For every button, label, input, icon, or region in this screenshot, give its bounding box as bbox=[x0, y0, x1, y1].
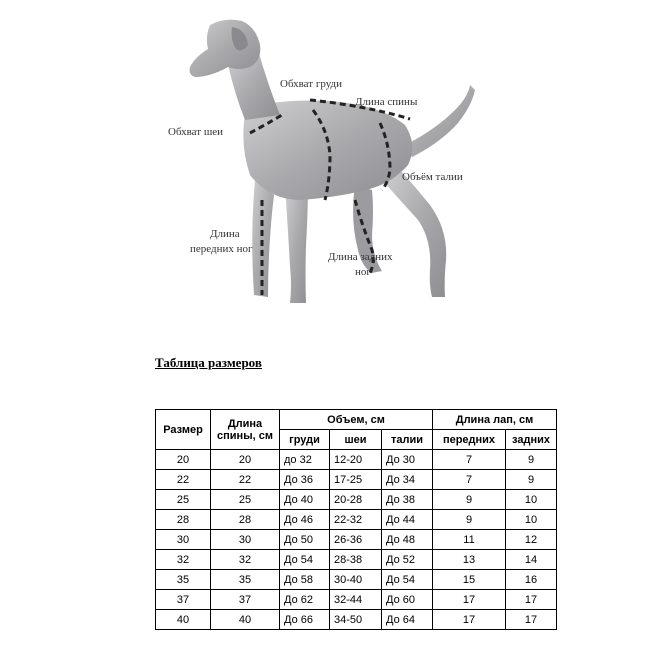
label-back: Длина спины bbox=[355, 96, 418, 108]
cell-size: 28 bbox=[156, 510, 211, 530]
cell-neck: 26-36 bbox=[330, 530, 382, 550]
cell-chest: До 62 bbox=[280, 590, 330, 610]
table-row bbox=[156, 490, 557, 510]
cell-chest: До 40 bbox=[280, 490, 330, 510]
cell-front-legs: 7 bbox=[433, 470, 506, 490]
cell-waist: До 38 bbox=[382, 490, 433, 510]
cell-chest: до 32 bbox=[280, 450, 330, 470]
cell-hind-legs: 10 bbox=[506, 510, 557, 530]
cell-size: 22 bbox=[156, 470, 211, 490]
label-hind-legs-2: ног bbox=[355, 266, 371, 278]
header-back-length bbox=[211, 410, 280, 450]
cell-front-legs: 11 bbox=[433, 530, 506, 550]
cell-neck: 28-38 bbox=[330, 550, 382, 570]
cell-waist: До 60 bbox=[382, 590, 433, 610]
cell-chest: До 36 bbox=[280, 470, 330, 490]
size-table bbox=[155, 409, 557, 630]
cell-chest: До 66 bbox=[280, 610, 330, 630]
cell-size: 25 bbox=[156, 490, 211, 510]
label-front-legs-2: передних ног bbox=[190, 243, 253, 255]
cell-size: 37 bbox=[156, 590, 211, 610]
table-row bbox=[156, 450, 557, 470]
table-row bbox=[156, 470, 557, 490]
cell-neck: 20-28 bbox=[330, 490, 382, 510]
cell-chest: До 58 bbox=[280, 570, 330, 590]
header-back-line2: спины, см bbox=[217, 429, 273, 442]
header-chest: груди bbox=[280, 430, 330, 450]
cell-hind-legs: 16 bbox=[506, 570, 557, 590]
cell-waist: До 54 bbox=[382, 570, 433, 590]
header-size: Размер bbox=[156, 410, 211, 450]
cell-waist: До 44 bbox=[382, 510, 433, 530]
cell-hind-legs: 9 bbox=[506, 450, 557, 470]
table-row bbox=[156, 550, 557, 570]
cell-front-legs: 17 bbox=[433, 590, 506, 610]
header-waist: талии bbox=[382, 430, 433, 450]
cell-back-length: 30 bbox=[211, 530, 280, 550]
cell-waist: До 52 bbox=[382, 550, 433, 570]
cell-size: 20 bbox=[156, 450, 211, 470]
dog-silhouette-image bbox=[150, 5, 490, 320]
cell-hind-legs: 14 bbox=[506, 550, 557, 570]
cell-back-length: 28 bbox=[211, 510, 280, 530]
cell-neck: 30-40 bbox=[330, 570, 382, 590]
cell-size: 30 bbox=[156, 530, 211, 550]
header-volume: Объем, см bbox=[280, 410, 433, 430]
cell-hind-legs: 9 bbox=[506, 470, 557, 490]
cell-hind-legs: 17 bbox=[506, 590, 557, 610]
cell-back-length: 25 bbox=[211, 490, 280, 510]
cell-hind-legs: 17 bbox=[506, 610, 557, 630]
cell-waist: До 34 bbox=[382, 470, 433, 490]
cell-size: 35 bbox=[156, 570, 211, 590]
table-row bbox=[156, 570, 557, 590]
header-legs: Длина лап, см bbox=[433, 410, 557, 430]
cell-neck: 34-50 bbox=[330, 610, 382, 630]
cell-back-length: 32 bbox=[211, 550, 280, 570]
cell-waist: До 30 bbox=[382, 450, 433, 470]
cell-size: 40 bbox=[156, 610, 211, 630]
cell-size: 32 bbox=[156, 550, 211, 570]
cell-neck: 32-44 bbox=[330, 590, 382, 610]
cell-back-length: 20 bbox=[211, 450, 280, 470]
header-back-line1: Длина bbox=[227, 417, 263, 430]
header-neck: шеи bbox=[330, 430, 382, 450]
cell-chest: До 54 bbox=[280, 550, 330, 570]
cell-chest: До 46 bbox=[280, 510, 330, 530]
cell-hind-legs: 10 bbox=[506, 490, 557, 510]
table-row bbox=[156, 610, 557, 630]
dog-measurement-diagram bbox=[150, 5, 490, 320]
cell-waist: До 48 bbox=[382, 530, 433, 550]
cell-back-length: 35 bbox=[211, 570, 280, 590]
label-waist: Объём талии bbox=[402, 171, 463, 183]
table-row bbox=[156, 590, 557, 610]
table-row bbox=[156, 510, 557, 530]
cell-back-length: 37 bbox=[211, 590, 280, 610]
table-title: Таблица размеров bbox=[155, 355, 262, 370]
cell-back-length: 22 bbox=[211, 470, 280, 490]
table-row bbox=[156, 530, 557, 550]
cell-chest: До 50 bbox=[280, 530, 330, 550]
cell-front-legs: 9 bbox=[433, 490, 506, 510]
label-neck: Обхват шеи bbox=[168, 126, 224, 138]
cell-front-legs: 15 bbox=[433, 570, 506, 590]
cell-hind-legs: 12 bbox=[506, 530, 557, 550]
cell-front-legs: 17 bbox=[433, 610, 506, 630]
cell-front-legs: 9 bbox=[433, 510, 506, 530]
cell-neck: 22-32 bbox=[330, 510, 382, 530]
cell-front-legs: 13 bbox=[433, 550, 506, 570]
label-front-legs-1: Длина bbox=[210, 228, 240, 240]
cell-neck: 12-20 bbox=[330, 450, 382, 470]
cell-back-length: 40 bbox=[211, 610, 280, 630]
cell-waist: До 64 bbox=[382, 610, 433, 630]
header-front: передних bbox=[433, 430, 506, 450]
label-hind-legs-1: Длина задних bbox=[328, 251, 393, 263]
cell-front-legs: 7 bbox=[433, 450, 506, 470]
header-hind: задних bbox=[506, 430, 557, 450]
cell-neck: 17-25 bbox=[330, 470, 382, 490]
label-chest: Обхват груди bbox=[280, 78, 342, 90]
